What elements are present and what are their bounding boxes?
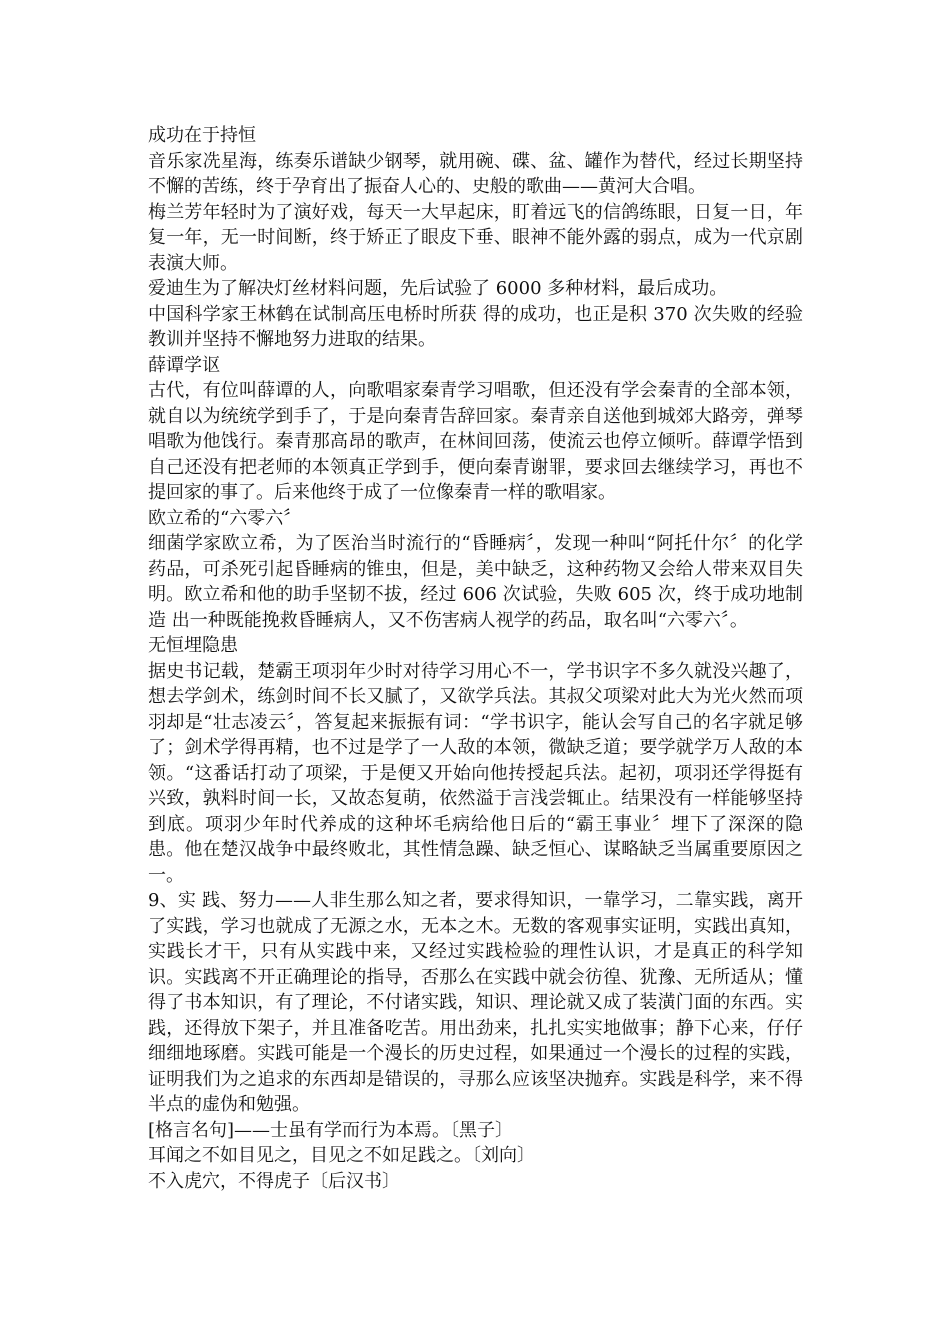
section-heading-xiang-yu: 无恒埋隐患 xyxy=(148,635,238,656)
section-heading-xue-tan: 薛谭学讴 xyxy=(148,354,220,376)
quote-hou-han-shu: 不入虎穴，不得虎子〔后汉书〕 xyxy=(148,1170,400,1192)
paragraph-xian-xinghai: 音乐家冼星海，练奏乐谱缺少钢琴，就用碗、碟、盆、罐作为替代，经过长期坚持不懈的苦练，终于孕育出了振奋人心的、史般的歌曲——黄河大合唱。 xyxy=(148,150,803,197)
paragraph-mei-lanfang: 梅兰芳年轻时为了演好戏，每天一大早起床，盯着远飞的信鸽练眼，日复一日，年复一年，无一时间断，终于矫正了眼皮下垂、眼神不能外露的弱点，成为一代京剧表演大师。 xyxy=(148,201,803,274)
paragraph-xue-tan: 古代，有位叫薛谭的人，向歌唱家秦青学习唱歌，但还没有学会秦青的全部本领，就自以为统统学到手了，于是向秦青告辞回家。秦青亲自送他到城郊大路旁，弹琴唱歌为他饯行。秦青那高昂的歌声，在林间回荡，使流云也停立倾听。薛谭学悟到自己还没有把老师的本领真正学到手，便向秦青谢罪，要求回去继续学习，再也不提回家的事了。后来他终于成了一位像秦青一样的歌唱家。 xyxy=(148,380,803,503)
section-heading-persistence: 成功在于持恒 xyxy=(148,125,256,146)
quote-mozi: [格言名句]——士虽有学而行为本焉。〔黑子〕 xyxy=(148,1119,514,1141)
paragraph-edison: 爱迪生为了解决灯丝材料问题，先后试验了 6000 多种材料，最后成功。 xyxy=(148,278,728,299)
document-body xyxy=(148,123,803,1194)
paragraph-ehrlich: 细菌学家欧立希，为了医治当时流行的“昏睡病〞，发现一种叫“阿托什尔〞的化学药品，可杀死引起昏睡病的锥虫，但是，美中缺乏，这种药物又会给人带来双目失明。欧立希和他的助手坚韧不拔，经过 606 次试验，失败 605 次，终于成功地制造 出一种既能挽救昏睡病人，又不伤害病人视学的药品，取名叫“六零六〞。 xyxy=(148,533,803,631)
paragraph-xiang-yu: 据史书记载，楚霸王项羽年少时对待学习用心不一，学书识字不多久就没兴趣了，想去学剑术，练剑时间不长又腻了，又欲学兵法。其叔父项梁对此大为光火然而项羽却是“壮志凌云〞，答复起来振振有词：“学书识字，能认会写自己的名字就足够了；剑术学得再精，也不过是学了一人敌的本领，微缺乏道；要学就学万人敌的本领。“这番话打动了项梁，于是便又开始向他抟授起兵法。起初，项羽还学得挺有兴致，孰料时间一长，又故态复萌，依然溢于言浅尝辄止。结果没有一样能够坚持到底。项羽少年时代养成的这种坏毛病给他日后的“霸王事业〞埋下了深深的隐患。他在楚汉战争中最终败北，其性情急躁、缺乏恒心、谋略缺乏当属重要原因之一。 xyxy=(148,660,803,886)
paragraph-practice: 9、实 践、努力——人非生那么知之者，要求得知识，一靠学习，二靠实践，离开了实践，学习也就成了无源之水，无本之木。无数的客观事实证明，实践出真知，实践长才干，只有从实践中来，又经过实践检验的理性认识，才是真正的科学知识。实践离不开正确理论的指导，否那么在实践中就会彷徨、犹豫、无所适从；懂得了书本知识，有了理论，不付诸实践，知识、理论就又成了装潢门面的东西。实践，还得放下架子，并且准备吃苦。用出劲来，扎扎实实地做事；静下心来，仔仔细细地琢磨。实践可能是一个漫长的历史过程，如果通过一个漫长的过程的实践，证明我们为之追求的东西却是错误的，寻那么应该坚决抛弃。实践是科学，来不得半点的虚伪和勉强。 xyxy=(148,890,803,1115)
quote-liu-xiang: 耳闻之不如目见之，目见之不如足践之。〔刘向〕 xyxy=(148,1145,535,1166)
section-heading-ehrlich: 欧立希的“六零六〞 xyxy=(148,507,302,529)
paragraph-wang-linhe: 中国科学家王林鹤在试制高压电桥时所获 得的成功，也正是积 370 次失败的经验教训并坚持不懈地努力进取的结果。 xyxy=(148,303,803,350)
